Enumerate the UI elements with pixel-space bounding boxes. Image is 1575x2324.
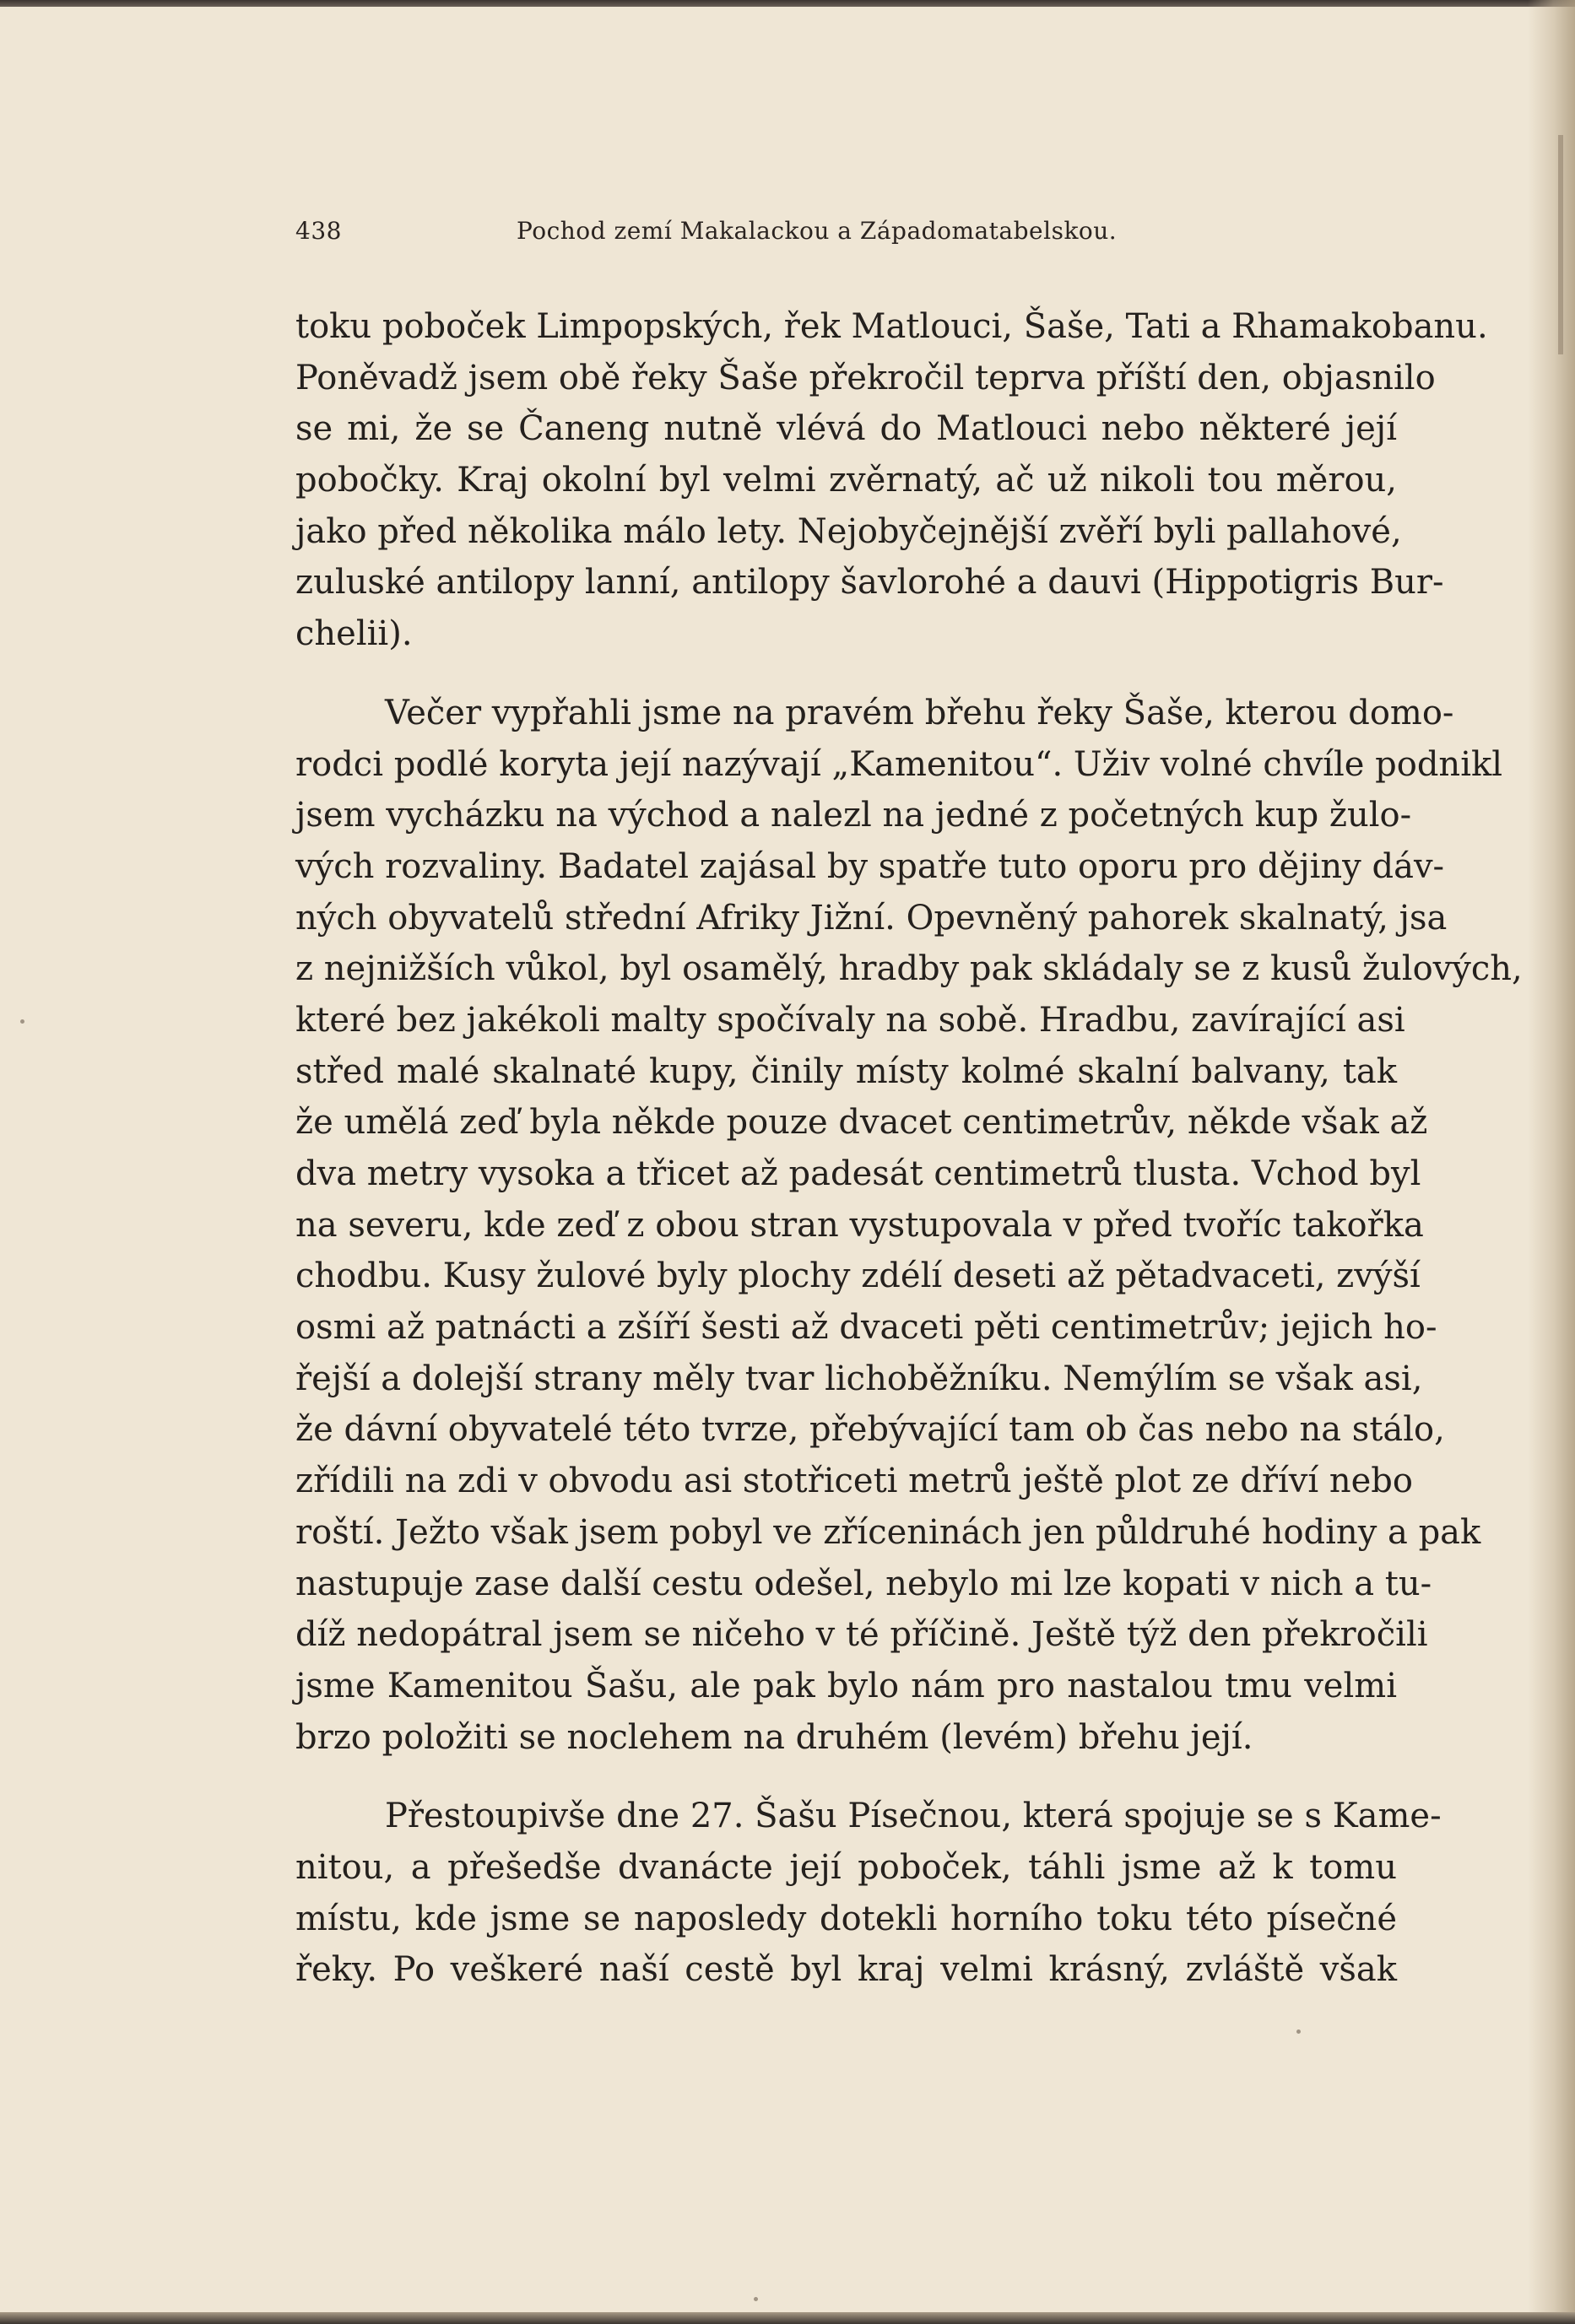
text-line: jako před několika málo lety. Nejobyčejnější zvěří byli pallahové, [295, 511, 1402, 551]
text-line: Poněvadž jsem obě řeky Šaše překročil teprva příští den, objasnilo [295, 358, 1436, 397]
paragraph [295, 1791, 1442, 1996]
text-line: řeky. Po veškeré naší cestě byl kraj velmi krásný, zvláště však [295, 1950, 1397, 1990]
text-line: rodci podlé koryta její nazývají „Kamenitou“. Uživ volné chvíle podnikl [295, 744, 1503, 784]
scan-speck [754, 2297, 758, 2301]
paragraph [295, 688, 1523, 1763]
text-line: se mi, že se Čaneng nutně vlévá do Matlouci nebo některé její [295, 409, 1397, 449]
text-line: Přestoupivše dne 27. Šašu Písečnou, která spojuje se s Kame- [385, 1797, 1442, 1836]
text-line: střed malé skalnaté kupy, činily místy kolmé skalní balvany, tak [295, 1051, 1397, 1091]
scan-top-edge [0, 0, 1575, 7]
text-line: zřídili na zdi v obvodu asi stotřiceti metrů ještě plot ze dříví nebo [295, 1462, 1413, 1501]
scan-bottom-edge [0, 2312, 1575, 2324]
text-line: vých rozvaliny. Badatel zajásal by spatře tuto oporu pro dějiny dáv- [295, 846, 1445, 886]
text-line: dva metry vysoka a třicet až padesát centimetrů tlusta. Vchod byl [295, 1154, 1421, 1193]
text-line: řejší a dolejší strany měly tvar lichoběžníku. Nemýlím se však asi, [295, 1359, 1423, 1398]
text-line: chelii). [295, 614, 413, 654]
text-line: které bez jakékoli malty spočívaly na sobě. Hradbu, zavírající asi [295, 1000, 1405, 1040]
text-line: Večer vypřahli jsme na pravém břehu řeky Šaše, kterou domo- [385, 693, 1454, 732]
text-line: z nejnižších vůkol, byl osamělý, hradby pak skládaly se z kusů žulových, [295, 949, 1523, 989]
text-line: chodbu. Kusy žulové byly plochy zdélí deseti až pětadvaceti, zvýší [295, 1257, 1421, 1296]
text-line: nastupuje zase další cestu odešel, nebylo mi lze kopati v nich a tu- [295, 1564, 1432, 1603]
text-line: místu, kde jsme se naposledy dotekli horního toku této písečné [295, 1899, 1397, 1938]
text-line: jsme Kamenitou Šašu, ale pak bylo nám pro nastalou tmu velmi [295, 1666, 1397, 1705]
text-line: ných obyvatelů střední Afriky Jižní. Opevněný pahorek skalnatý, jsa [295, 898, 1448, 938]
text-line: zuluské antilopy lanní, antilopy šavlorohé a dauvi (Hippotigris Bur- [295, 563, 1444, 603]
text-line: toku poboček Limpopských, řek Matlouci, Šaše, Tati a Rhamakobanu. [295, 307, 1488, 346]
text-line: osmi až patnácti a zšíří šesti až dvaceti pěti centimetrův; jejich ho- [295, 1308, 1437, 1348]
scan-speck [20, 1019, 24, 1024]
text-line: že umělá zeď byla někde pouze dvacet centimetrův, někde však až [295, 1103, 1428, 1143]
binding-mark [1558, 135, 1563, 354]
text-line: že dávní obyvatelé této tvrze, přebývající tam ob čas nebo na stálo, [295, 1410, 1445, 1450]
text-line: na severu, kde zeď z obou stran vystupovala v před tvoříc takořka [295, 1205, 1424, 1245]
page-number: 438 [295, 217, 342, 245]
running-header [295, 217, 1393, 251]
running-title: Pochod zemí Makalackou a Západomatabelskou. [517, 217, 1118, 245]
text-line: brzo položiti se noclehem na druhém (levém) břehu její. [295, 1717, 1253, 1757]
text-line: roští. Ježto však jsem pobyl ve zříceninách jen půldruhé hodiny a pak [295, 1512, 1481, 1552]
body-text [295, 301, 1523, 1996]
text-line: pobočky. Kraj okolní byl velmi zvěrnatý, ač už nikoli tou měrou, [295, 461, 1397, 500]
text-line: jsem vycházku na východ a nalezl na jedné z početných kup žulo- [295, 796, 1412, 835]
binding-shadow [1528, 0, 1575, 2324]
scan-speck [1296, 2029, 1301, 2034]
text-line: díž nedopátral jsem se ničeho v té příčině. Ještě týž den překročili [295, 1615, 1428, 1655]
text-line: nitou, a přešedše dvanácte její poboček, táhli jsme až k tomu [295, 1847, 1397, 1887]
paragraph [295, 301, 1488, 660]
